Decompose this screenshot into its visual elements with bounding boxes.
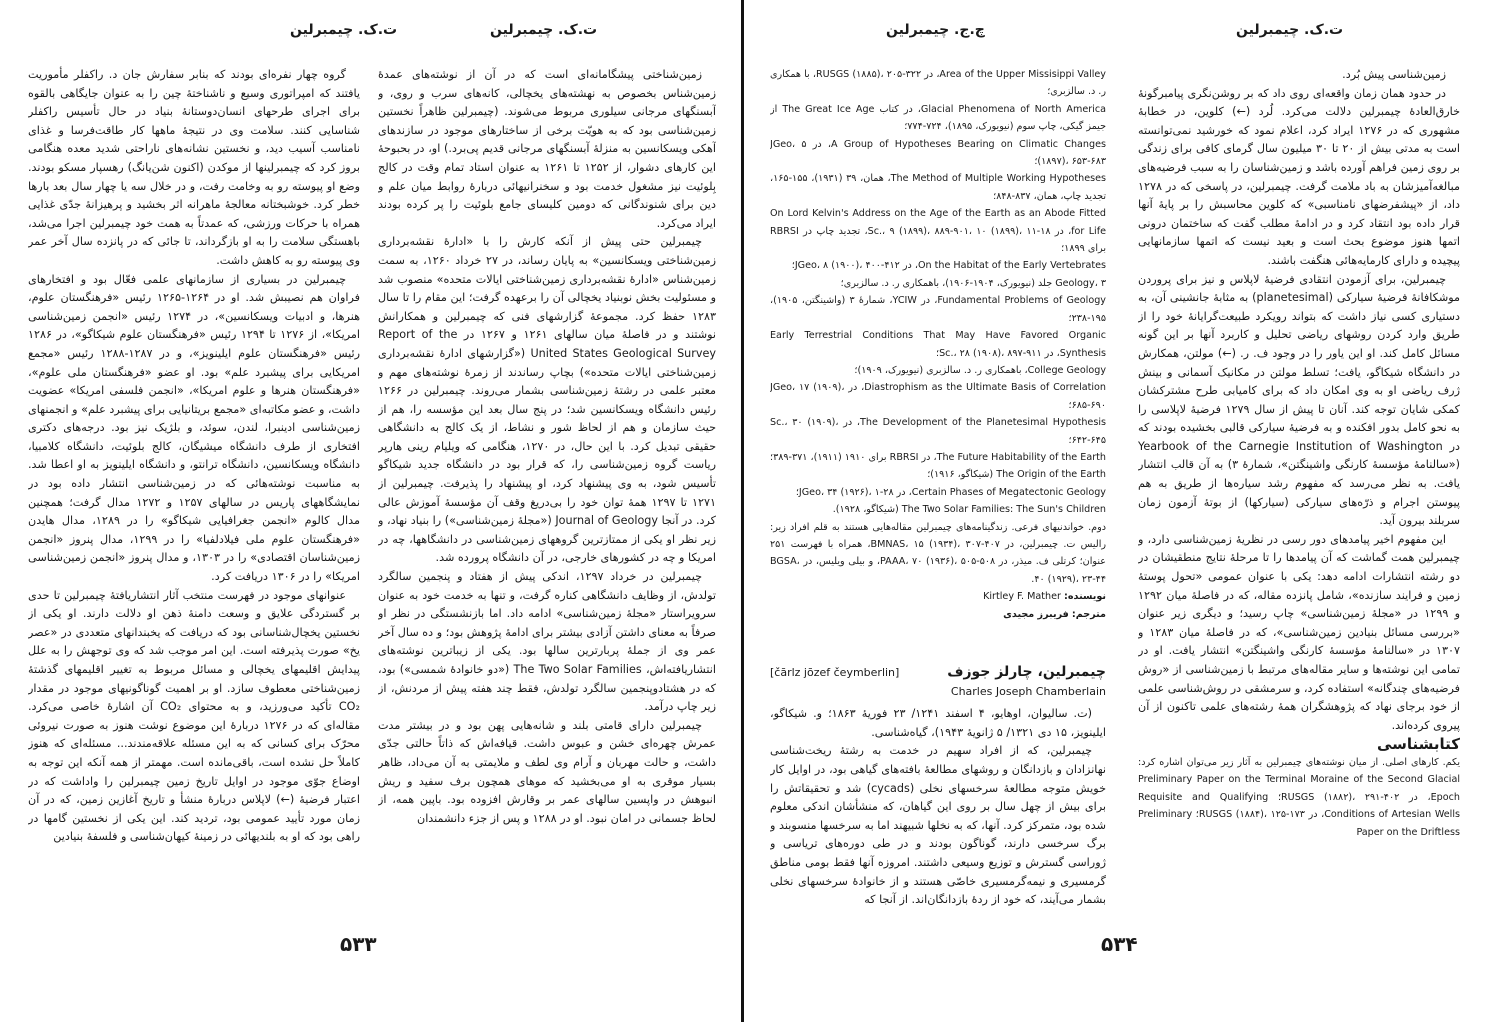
paragraph: چیمبرلین، برای آزمودن انتقادی فرضیهٔ لاپلاس و نیز برای پروردن موشکافانهٔ فرضیهٔ سیارکی (planetesimal) به مثابهٔ جانشینی آن، به دستیاری کسی نیاز داشت که بتواند رویکرد طبیعت‌گرایانهٔ خود را از طریق وارد کردن روشهای ریاضی تحلیل و کاربرد آنها بر این گونه مسائل کامل کند. او این یاور را در وجود ف. ر. (←) مولتن، همکارش در دانشگاه شیکاگو، یافت؛ تسلط مولتن در مکانیک آسمانی و بینش ژرف ریاضی او به وی امکان داد که برای کامیابی طرح مشترکشان کمکی شایان توجه کند. آنان تا پیش از سال ۱۲۷۹ فرضیهٔ لاپلاسی را به نحو کامل بدور افکنده و به فرضیهٔ سیارکی قالبی بخشیده بودند که در Yearbook of the Carnegie Institution of Washington («سالنامهٔ مؤسسهٔ کارنگی واشینگتن»، شمارهٔ ۳) به آن قالب انتشار یافت. به نظر می‌رسد که مفهوم رشد سیاره‌ها از طریق به هم پیوستن اجرام و ذرّه‌های سیارکی (سیارکها) از بوتهٔ آزمون زمان سربلند بیرون آید. xyxy=(1138,272,1460,528)
bib-item: Fundamental Problems of Geology، در YCIW، شمارهٔ ۳ (واشینگتن، ۱۹۰۵)، ۱۹۵-۲۳۸؛ xyxy=(770,295,1106,324)
bib-item: The Future Habitability of the Earth، در RBRSI برای ۱۹۱۰ (۱۹۱۱)، ۳۷۱-۳۸۹؛ xyxy=(770,451,1106,463)
translator-label: مترجم: xyxy=(1071,608,1106,620)
bib-item: Certain Phases of Megatectonic Geology، در JGeo، ۳۴ (۱۹۲۶)، ۱-۲۸؛ xyxy=(795,486,1106,498)
bib-item: College Geology، باهمکاری ر. د. سالزبری (نیویورک، ۱۹۰۹)؛ xyxy=(854,364,1106,376)
paragraph: زمین‌شناسی پیش بُرد. xyxy=(1342,68,1446,81)
bib-item: Diastrophism as the Ultimate Basis of Correlation، در JGeo، ۱۷ (۱۹۰۹)، ۶۸۵-۶۹۰؛ xyxy=(770,382,1106,411)
entry-vital-dates: (ت. سالیوان، اوهایو، ۴ اسفند ۱۲۴۱/ ۲۳ فوریهٔ ۱۸۶۳؛ و. شیکاگو، ایلینویز، ۱۵ دی ۱۳۲۱/ ۵ ژانویهٔ ۱۹۴۳)، گیاه‌شناسی. xyxy=(770,707,1106,739)
secondary-literature: دوم. خواندنیهای فرعی. زندگینامه‌های چیمبرلین مقاله‌هایی هستند به قلم افراد زیر: رالیس ت. چیمبرلین، در BMNAS، ۱۵ (۱۹۳۴)، ۳۰۷-۴۰۷، همراه با فهرست ۲۵۱ عنوان؛ کرتلی ف. میذر، در PAAA، ۷۰ (۱۹۳۶)، ۵۰۵-۵۰۸، و بیلی ویلیس، در BGSA، ۴۰ (۱۹۲۹)، ۲۳-۴۴. xyxy=(770,521,1106,585)
entry-english-name: Charles Joseph Chamberlain xyxy=(950,684,1106,698)
bib-item: Glacial Phenomena of North America، در کتاب The Great Ice Age از جیمز گیکی، چاپ سوم (نیویورک، ۱۸۹۵)، ۷۲۴-۷۷۴؛ xyxy=(770,103,1106,133)
column-right xyxy=(378,66,716,936)
running-header-left: ت.ک. چیمبرلین xyxy=(290,22,398,38)
paragraph: این مفهوم اخیر پیامدهای دور رسی در نظریهٔ زمین‌شناسی دارد، و چیمبرلین همت گماشت که آن پیامدها را تا مرحلهٔ نتایج منطقیشان در دو رشته انتشارات ادامه دهد: یکی با عنوان عمومی «تحول پوستهٔ زمین و فرایند سازنده»، شامل پانزده مقاله، که در فاصلهٔ میان ۱۲۹۲ و ۱۲۹۹ در «مجلهٔ زمین‌شناسی» چاپ رسید؛ و دیگری زیر عنوان «بررسی مسائل بنیادین زمین‌شناسی»، که در فاصلهٔ میان ۱۲۸۳ و ۱۳۰۷ در «سالنامهٔ مؤسسهٔ کارنگی واشینگتن» انتشار یافت. او در تمامی این نوشته‌ها و سایر مقاله‌های مرتبط با زمین‌شناسی از «روش فرضیه‌های چندگانه» استفاده کرد، و سرمشقی در روش‌شناسی علمی از خود برجای نهاد که پژوهشگران همهٔ رشته‌های علمی تاکنون از آن پیروی کرده‌اند. xyxy=(1138,532,1460,732)
entry-title: چیمبرلین، چارلز جوزف xyxy=(947,664,1106,680)
bib-item: On Lord Kelvin's Address on the Age of the Earth as an Abode Fitted for Life، در Sc.، ۹ (۱۸۹۹)، ۸۸۹-۹۰۱، ۱۰ (۱۸۹۹)، ۱۱-۱۸، تجدید چاپ در RBRSI برای ۱۸۹۹؛ xyxy=(770,208,1106,255)
bibliography-heading: کتابشناسی xyxy=(1376,735,1460,754)
bib-item: The Origin of the Earth (شیکاگو، ۱۹۱۶)؛ xyxy=(927,469,1106,481)
bib-item: A Group of Hypotheses Bearing on Climatic Changes، در JGeo، ۵ (۱۸۹۷)، ۶۵۳-۶۸۳؛ xyxy=(770,138,1106,168)
bib-item: The Method of Multiple Working Hypotheses، همان، ۳۹ (۱۹۳۱)، ۱۵۵-۱۶۵، تجدید چاپ، همان، ۸۳۷-۸۴۸؛ xyxy=(770,173,1106,202)
book-gutter xyxy=(741,0,744,1022)
bib-item: Early Terrestrial Conditions That May Have Favored Organic Synthesis، در Sc.، ۲۸ (۱۹۰۸)، ۸۹۷-۹۱۱؛ xyxy=(770,330,1106,359)
paragraph: زمین‌شناختی پیشگامانه‌ای است که در آن از نوشته‌های عمدهٔ زمین‌شناس بخصوص به نهشته‌های یخچالی، کانه‌های سرب و روی، و آبسنگهای مرجانی سیلوری مربوط می‌شوند. (چیمبرلین ظاهراً نخستین زمین‌شناسی بود که به هویّت برخی از ساختارهای موجود در سازندهای آهکی ویسکانسین به منزلهٔ آبسنگهای مرجانی قدیم پی‌برد.) او، در بحبوحهٔ این کارهای دشوار، از ۱۲۵۲ تا ۱۲۶۱ به عنوان استاد تمام وقت در کالج بِلوئیت نیز مشغول خدمت بود و سخنرانیهائی دربارهٔ روابط میان علم و دین برای شنوندگانی که دومین کلیسای جامع بلوئیت را پر کرده بودند ایراد می‌کرد. xyxy=(378,68,716,230)
author-line xyxy=(770,588,1106,605)
entry-transliteration: [čārlz jōzef čeymberlin] xyxy=(770,666,900,679)
translator-line xyxy=(770,606,1106,623)
column-left xyxy=(770,66,1106,936)
bib-item: Area of the Upper Missisippi Valley، در RUSGS (۱۸۸۵)، ۲۰۵-۳۲۲، با همکاری ر. د. سالزبری؛ xyxy=(770,69,1106,98)
running-header-right: ت.ک. چیمبرلین xyxy=(1236,22,1344,38)
running-header-left: چ.ج. چیمبرلین xyxy=(886,22,985,38)
page-534 xyxy=(746,0,1486,1022)
page-number: ۵۳۴ xyxy=(1101,932,1138,956)
running-header-right: ت.ک. چیمبرلین xyxy=(490,22,598,38)
bib-item: Geology، ۳ جلد (نیویورک، ۱۹۰۴-۱۹۰۶)، باهمکاری ر. د. سالزبری؛ xyxy=(840,277,1106,289)
paragraph: گروه چهار نفره‌ای بودند که بنابر سفارش جان د. راکفلر مأموریت یافتند که امپراتوری وسیع و ناشناختهٔ چین را به عنوان جایگاهی بالقوه برای اجرای طرحهای انسان‌دوستانهٔ بنیاد در حال تأسیس راکفلر شناسایی کنند. سلامت وی در نتیجهٔ ماهها کار طاقت‌فرسا و غذای نامناسب آسیب دید، و نخستین نشانه‌های ناراحتی شدید معده هنگامی بروز کرد که چیمبرلینها از موکدن (اکنون شن‌یانگ) رهسپار مسکو بودند. وضع او پیوسته رو به وخامت رفت، و در خلال سه یا چهار سال بعد بارها خطر کرد. خوشبختانه معالجهٔ ماهرانه اثر بخشید و پرهیزانهٔ جدّی غذایی همراه با حرکات ورزشی، که عمدتاً به همت خود چیمبرلین اجرا می‌شد، باهستگی سلامت را به او بازگرداند، تا جائی که در پانزده سال آخر عمر وی پیوسته رو به کاهش داشت. xyxy=(28,68,360,267)
bib-item: The Development of the Planetesimal Hypothesis، در Sc.، ۳۰ (۱۹۰۹)، ۶۴۲-۶۴۵؛ xyxy=(770,417,1106,446)
entry-body: چیمبرلین، که از افراد سهیم در خدمت به رشتهٔ ریخت‌شناسی نهانزادان و بازدانگان و روشهای مطالعهٔ بافته‌های گیاهی بود، در اوایل کار خویش متوجه مطالعهٔ سرخسهای نخلی (cycads) شد و تحقیقاتش را برای بیش از چهل سال بر روی این گیاهان، که منشأشان اندکی معلوم شده بود، متمرکز کرد. آنها، که به نخلها شبیهند اما به سرخسها منسوبند و برگ سرخسی دارند، گوناگون بودند و در طی دوره‌های تریاسی و ژوراسی گسترش و توزیع وسیعی داشتند. امروزه آنها فقط بومی مناطق گرمسیری و نیمه‌گرمسیری خاصّی هستند و از خانوادهٔ سرخسهای نخلی بشمار می‌آیند، که خود از ردهٔ بازدانگان‌اند. از آنجا که xyxy=(770,744,1106,907)
paragraph: در حدود همان زمان واقعه‌ای روی داد که بر روشن‌نگری پیامبرگونهٔ خارق‌العادهٔ چیمبرلین دلالت می‌کرد. لُرد (←) کلوین، در خطابهٔ مشهوری که در ۱۲۷۶ ایراد کرد، اعلام نمود که خورشید نمی‌توانسته است به مدتی بیش از ۲۰ تا ۳۰ میلیون سال گرمای کافی برای زندگی بر روی زمین فراهم آورده باشد و زمین‌شناسان را به سبب فرضیه‌های مبالغه‌آمیزشان به باد ملامت گرفت. چیمبرلین، در پاسخی که در ۱۲۷۸ داد، از «پیشفرضهای نامناسبی» که کلوین محاسبش را بر پایهٔ آنها قرار داده بود انتقاد کرد و در ادامهٔ مطلب گفت که ساختمان درونی اتمها هنوز موضوع بحث است و بعید نیست که اتمها سازمانهایی پیچیده و دارای کارمایه‌هائی هنگفت باشند. xyxy=(1138,86,1460,267)
column-left xyxy=(28,66,360,936)
paragraph: چیمبرلین دارای قامتی بلند و شانه‌هایی پهن بود و در بیشتر مدت عمرش چهره‌ای خشن و عبوس داشت. قیافه‌اش که ذاتاً حالتی جدّی داشت، و حالت مهربان و آرام وی لطف و ملایمتی به آن می‌داد، ظاهر بسیار موقری به او می‌بخشید که موهای همچون برف سفید و ریش انبوهش در واپسین سالهای عمر بر وقارش افزوده بود. باپین همه، از لحاظ جسمانی در امان نبود. او در ۱۲۸۸ و پس از جزء دانشمندان xyxy=(378,718,716,825)
page-533 xyxy=(0,0,740,1022)
column-right xyxy=(1138,66,1460,936)
paragraph: عنوانهای موجود در فهرست منتخب آثار انتشاریافتهٔ چیمبرلین تا حدی بر گستردگی علایق و وسعت دامنهٔ ذهن او دلالت دارند. او یکی از نخستین یخچال‌شناسانی بود که دریافت که یخبندانهای متعددی در «عصر یخ» صورت پذیرفته است. این امر موجب شد که وی توجهش را به علل پیدایش اقلیمهای یخچالی و مسائل مربوط به تغییر اقلیمهای گذشتهٔ زمین‌شناختی معطوف سازد. او بر اهمیت گوناگونیهای موجود در مقدار CO₂ تأکید می‌ورزید، و به محتوای CO₂ آن اشارهٔ خاصی می‌کرد. مقاله‌ای که در ۱۲۷۶ دربارهٔ این موضوع نوشت هنوز به صورت نیروئی محرّک برای کسانی که به این مسئله علاقه‌مندند... مسئله‌ای که هنوز کاملاً حل نشده است، باقی‌مانده است. مهمتر از همه آنکه این توجه به اوضاع جوّی موجود در اوایل تاریخ زمین چیمبرلین را واداشت که در اعتبار فرضیهٔ (←) لاپلاس دربارهٔ منشأ و تاریخ آغازین زمین، که در آن زمان مورد تأیید عمومی بود، تردید کند. این یکی از نخستین گامها در راهی بود که او به بلندیهائی در زمینهٔ کیهان‌شناسی و فلسفهٔ بنیادین xyxy=(28,588,360,844)
paragraph: چیمبرلین حتی پیش از آنکه کارش را با «ادارهٔ نقشه‌برداری زمین‌شناختی ویسکانسین» به پایان رساند، در ۲۷ خرداد ۱۲۶۰، به سمت زمین‌شناس «ادارهٔ نقشه‌برداری زمین‌شناختی ایالات متحده» منصوب شد و مسئولیت بخش نوبنیاد یخچالی آن را برعهده گرفت؛ این مقام را تا سال ۱۲۸۳ حفظ کرد. مجموعهٔ گزارشهای فنی که چیمبرلین و همکارانش نوشتند و در فاصلهٔ میان سالهای ۱۲۶۱ و ۱۲۶۷ در Report of the United States Geological Survey («گزارشهای ادارهٔ نقشه‌برداری زمین‌شناختی ایالات متحده») بچاپ رساندند از زمرهٔ نوشته‌های مهم و معتبر علمی در رشتهٔ زمین‌شناسی بشمار می‌روند. چیمبرلین در ۱۲۶۶ رئیس دانشگاه ویسکانسین شد؛ در پنج سال بعد این مؤسسه را، هم از حیث سازمان و هم از لحاظ شور و نشاط، از یک کالج به دانشگاهی حقیقی تبدیل کرد. با این حال، در ۱۲۷۰، هنگامی که ویلیام رینی هارپر ریاست گروه زمین‌شناسی را، که قرار بود در دانشگاه جدید شیکاگو تأسیس شود، به وی پیشنهاد کرد، او پیشنهاد را پذیرفت. چیمبرلین از ۱۲۷۱ تا ۱۲۹۷ همهٔ توان خود را بی‌دریغ وقف آن مؤسسهٔ آموزش عالی کرد. در آنجا Journal of Geology («مجلهٔ زمین‌شناسی») را بنیاد نهاد، و زیر نظر او یکی از ممتازترین گروههای زمین‌شناسی در دانشگاهها، چه در امریکا و چه در کشورهای خارجی، در آن دانشگاه پرورده شد. xyxy=(378,235,716,565)
paragraph: چیمبرلین در خرداد ۱۲۹۷، اندکی پیش از هفتاد و پنجمین سالگرد تولدش، از وظایف دانشگاهی کناره گرفت، و تنها به خدمت خود به عنوان سرویراستار «مجلهٔ زمین‌شناسی» ادامه داد. اما بازنشستگی در نظر او صرفاً به معنای داشتن آزادی بیشتر برای ادامهٔ پژوهش بود؛ و ده سال آخر عمر وی از جملهٔ پربارترین سالها بود. یکی از زیباترین نوشته‌های انتشاریافته‌اش، The Two Solar Families («دو خانوادهٔ شمسی») بود، که در هشتادوپنجمین سالگرد تولدش، فقط چند هفته پیش از مردنش، از زیر چاپ درآمد. xyxy=(378,570,716,714)
bibliography-list xyxy=(770,66,1106,519)
author-label: نویسنده: xyxy=(1064,591,1106,603)
translator-name: فریبرز مجیدی xyxy=(1003,608,1069,620)
page-number: ۵۳۳ xyxy=(340,932,377,956)
paragraph: چیمبرلین در بسیاری از سازمانهای علمی فعّال بود و افتخارهای فراوان هم نصیبش شد. او در ۱۲۶۴-۱۲۶۵ رئیس «فرهنگستان علوم، هنرها، و ادبیات ویسکانسین»، در ۱۲۷۴ رئیس «انجمن زمین‌شناسی امریکا»، از ۱۲۷۶ تا ۱۲۹۴ رئیس «فرهنگستان علوم شیکاگو»، در ۱۲۸۶ رئیس «فرهنگستان علوم ایلینویز»، و در ۱۲۸۷-۱۲۸۸ رئیس «مجمع امریکایی برای پیشبرد علم» بود. او عضو «فرهنگستان ملی علوم»، «فرهنگستان هنرها و علوم امریکا»، «انجمن فلسفی امریکا» عضویت داشت، و عضو مکاتبه‌ای «مجمع بریتانیایی برای پیشبرد علم» و انجمنهای زمین‌شناسی ادینبرا، لندن، سوئد، و بلژیک نیز بود. درجه‌های دکتری افتخاری از طرف دانشگاه میشیگان، کالج بلوئیت، دانشگاه کلامبیا، دانشگاه ویسکانسین، دانشگاه ترانتو، و دانشگاه ایلینویز به او اعطا شد. به مناسبت نوشته‌هائی که در زمین‌شناسی انتشار داده بود در نمایشگاههای پاریس در سالهای ۱۲۵۷ و ۱۲۷۲ مدال گرفت؛ همچنین مدال کالوم «انجمن جغرافیایی شیکاگو» را در ۱۲۸۹، مدال هایدن «فرهنگستان علوم ملی فیلادلفیا» را در ۱۲۹۹، مدال پنروز «انجمن زمین‌شناسان اقتصادی» را در ۱۳۰۳، و مدال پنروز «انجمن زمین‌شناسی امریکا» را در ۱۳۰۶ دریافت کرد. xyxy=(28,272,360,584)
bibliography-intro: یکم. کارهای اصلی. از میان نوشته‌های چیمبرلین به آثار زیر می‌توان اشاره کرد: Preliminary Paper on the Terminal Moraine of the Second Glacial Epoch، در RUSGS (۱۸۸۲)، ۲۹۱-۴۰۲؛ Requisite and Qualifying Conditions of Artesian Wells، در RUSGS (۱۸۸۴)، ۱۲۵-۱۷۳؛ Preliminary Paper on the Driftless xyxy=(1138,756,1460,838)
author-name: Kirtley F. Mather xyxy=(983,591,1061,603)
bib-item: The Two Solar Families: The Sun's Children (شیکاگو، ۱۹۲۸). xyxy=(832,504,1106,516)
bib-item: On the Habitat of the Early Vertebrates، در JGeo، ۸ (۱۹۰۰)، ۴۰۰-۴۱۲؛ xyxy=(791,260,1106,272)
entry-heading xyxy=(770,663,1106,683)
